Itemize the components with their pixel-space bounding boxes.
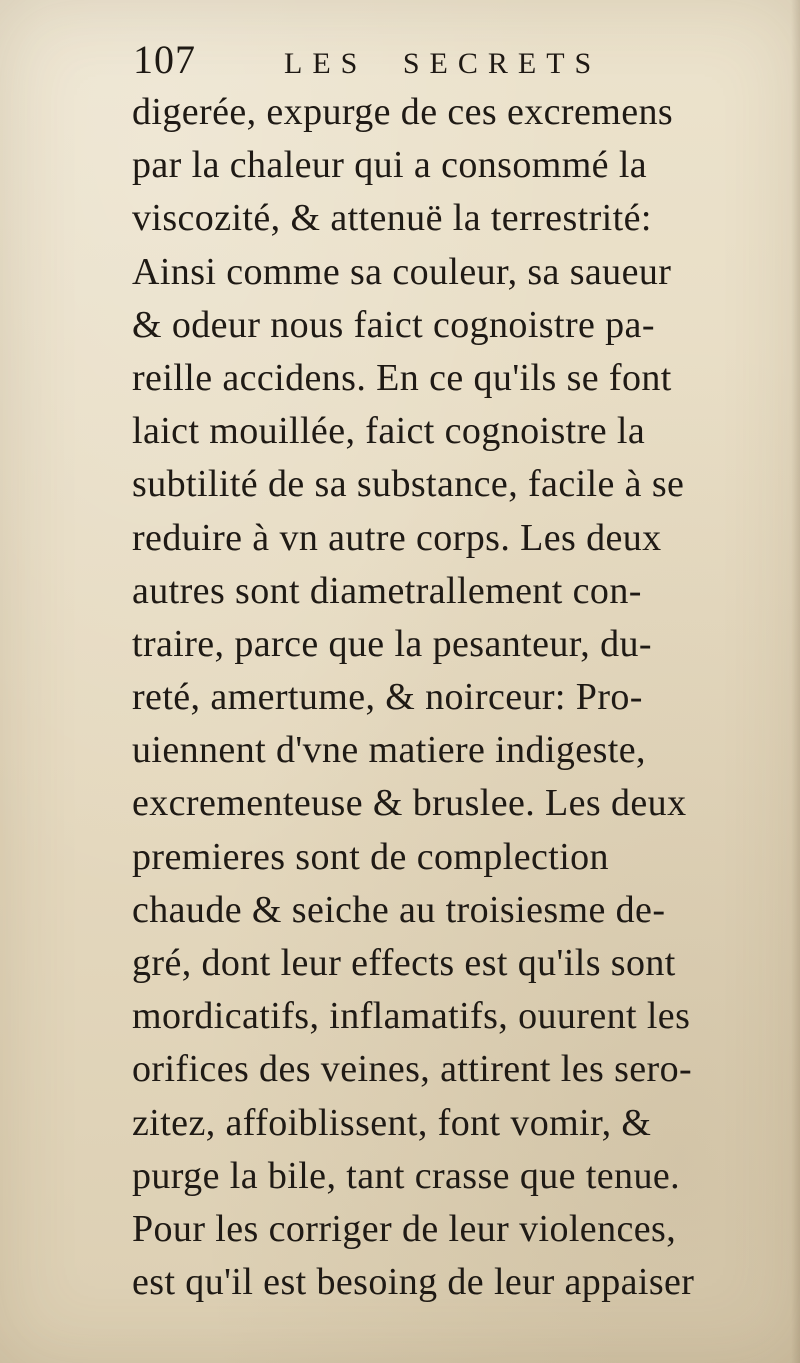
body-text (132, 86, 792, 1309)
text-line: excrementeuse & bruslee. Les deux (132, 782, 687, 825)
page-number: 107 (133, 37, 196, 82)
text-line: subtilité de sa substance, facile à se (132, 463, 685, 506)
text-line: gré, dont leur effects est qu'ils sont (132, 942, 676, 984)
text-line: reduire à vn autre corps. Les deux (132, 516, 662, 559)
text-line: reté, amertume, & noirceur: Pro- (132, 676, 643, 719)
text-line: purge la bile, tant crasse que tenue. (132, 1154, 681, 1197)
text-line: & odeur nous faict cognoistre pa- (132, 303, 655, 346)
text-line: chaude & seiche au troisiesme de- (132, 888, 666, 931)
running-head (133, 36, 601, 83)
text-line: viscozité, & attenuë la terrestrité: (132, 197, 652, 240)
text-line: uiennent d'vne matiere indigeste, (132, 729, 646, 772)
text-line: par la chaleur qui a consommé la (132, 144, 648, 187)
text-line: orifices des veines, attirent les sero- (132, 1048, 693, 1091)
text-line: autres sont diametrallement con- (132, 569, 642, 612)
text-line: laict mouillée, faict cognoistre la (132, 410, 646, 453)
text-line: Ainsi comme sa couleur, sa saueur (132, 250, 672, 293)
text-line: reille accidens. En ce qu'ils se font (132, 356, 672, 399)
text-line: Pour les corriger de leur violences, (132, 1207, 677, 1250)
page-edge-shadow (791, 0, 800, 1363)
text-line: mordicatifs, inflamatifs, ouurent les (132, 995, 691, 1038)
text-line: digerée, expurge de ces excremens (132, 91, 674, 133)
text-line: est qu'il est besoing de leur appaiser (132, 1261, 695, 1304)
running-title: LES SECRETS (284, 47, 602, 80)
text-line: zitez, affoiblissent, font vomir, & (132, 1101, 652, 1144)
text-line: traire, parce que la pesanteur, du- (132, 622, 652, 665)
text-line: premieres sont de complection (132, 835, 609, 878)
